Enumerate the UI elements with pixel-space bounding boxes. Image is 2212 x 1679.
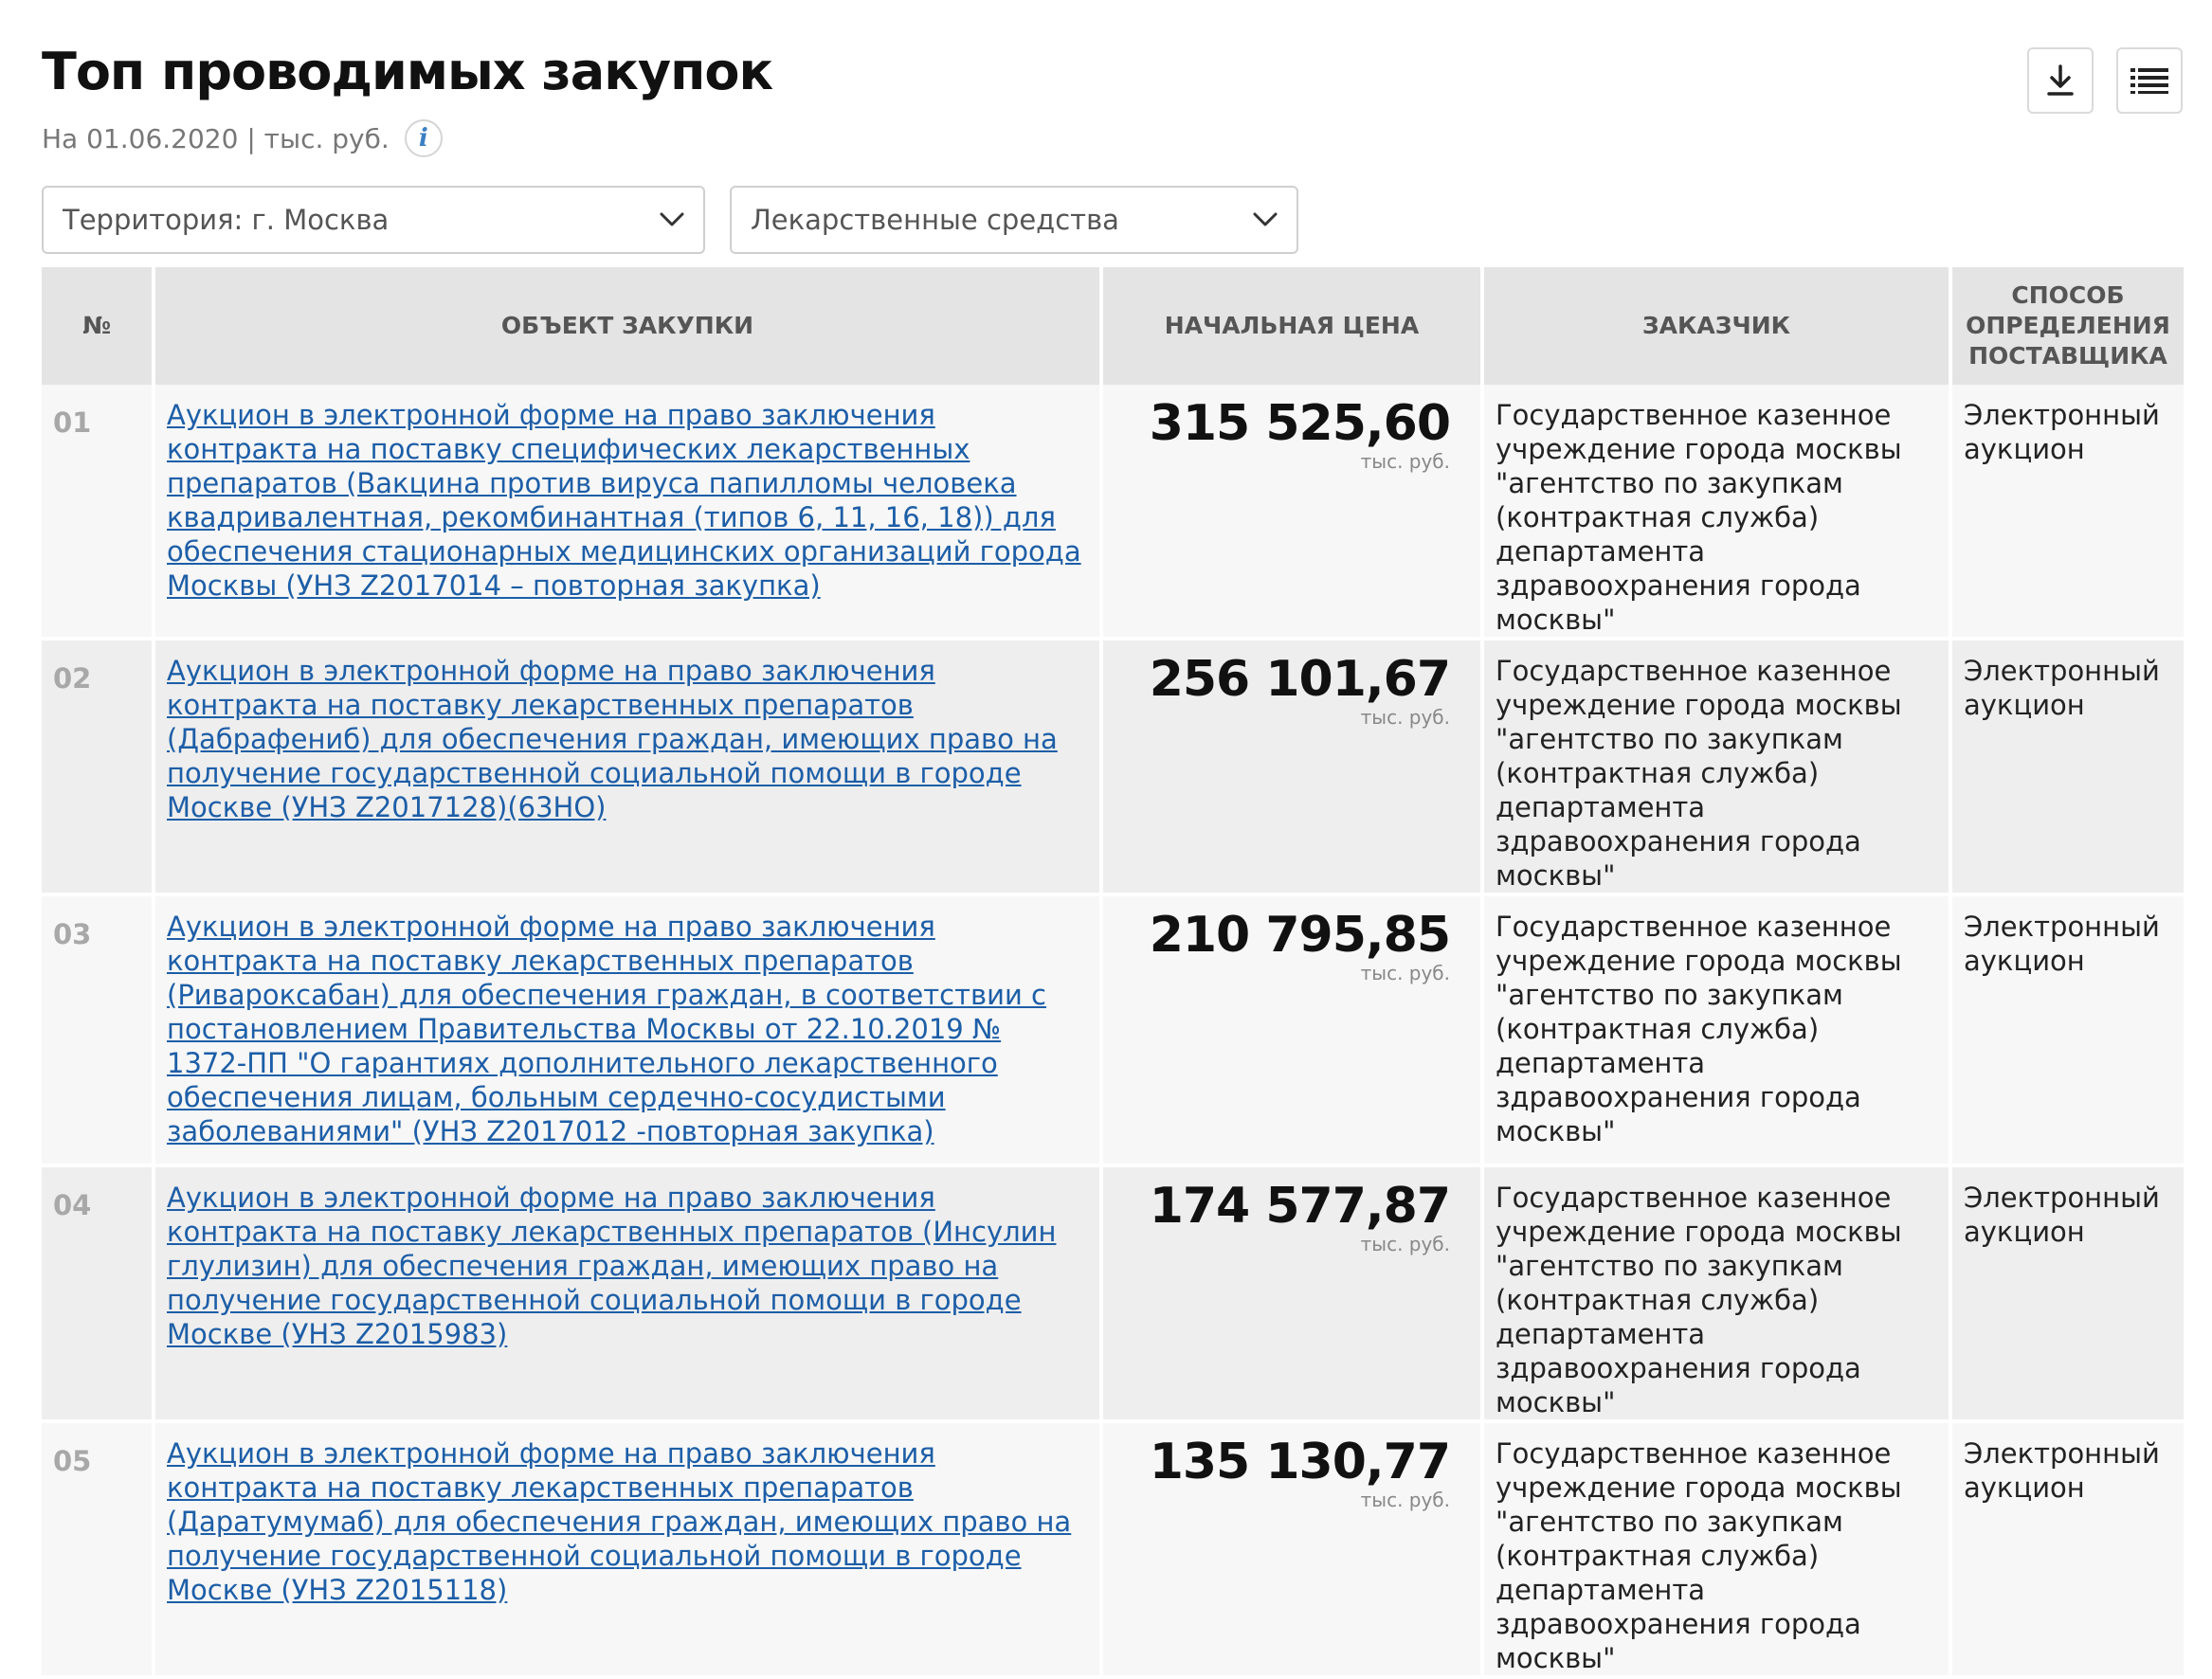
price-value: 210 795,85: [1149, 907, 1450, 964]
category-select-value: Лекарственные средства: [751, 204, 1119, 236]
customer-cell: Государственное казенное учреждение города москвы "агентство по закупкам (контрактная служба) департамента здравоохранения города москвы": [1482, 894, 1950, 1165]
price-unit: тыс. руб.: [1360, 1233, 1450, 1255]
method-cell: Электронный аукцион: [1950, 639, 2184, 894]
table-row: [42, 1421, 2184, 1677]
list-view-button[interactable]: [2116, 47, 2183, 114]
table-header-row: [42, 267, 2184, 385]
method-cell: Электронный аукцион: [1950, 894, 2184, 1165]
column-header-method[interactable]: СПОСОБ ОПРЕДЕЛЕНИЯ ПОСТАВЩИКА: [1950, 267, 2184, 385]
price-value: 174 577,87: [1149, 1178, 1450, 1235]
customer-cell: Государственное казенное учреждение города москвы "агентство по закупкам (контрактная служба) департамента здравоохранения города москвы": [1482, 1165, 1950, 1421]
table-row: [42, 1165, 2184, 1421]
subtitle-text: На 01.06.2020 | тыс. руб.: [42, 122, 390, 154]
price-value: 135 130,77: [1149, 1434, 1450, 1490]
price-value: 315 525,60: [1149, 395, 1450, 452]
row-number: 03: [42, 894, 154, 1165]
price-cell: [1101, 1165, 1482, 1421]
price-cell: [1101, 639, 1482, 894]
download-button[interactable]: [2027, 47, 2094, 114]
download-icon: [2046, 64, 2075, 97]
column-header-object[interactable]: ОБЪЕКТ ЗАКУПКИ: [154, 267, 1101, 385]
purchase-object-link[interactable]: Аукцион в электронной форме на право заключения контракта на поставку лекарственных препаратов (Дабрафениб) для обеспечения граждан, имеющих право на получение государственной социальной помощи в городе Москве (УНЗ Z2017128)(63НО): [167, 655, 1058, 823]
price-cell: [1101, 1421, 1482, 1677]
customer-cell: Государственное казенное учреждение города москвы "агентство по закупкам (контрактная служба) департамента здравоохранения города москвы": [1482, 639, 1950, 894]
purchase-object-link[interactable]: Аукцион в электронной форме на право заключения контракта на поставку лекарственных препаратов (Инсулин глулизин) для обеспечения граждан, имеющих право на получение государственной социальной помощи в городе Москве (УНЗ Z2015983): [167, 1182, 1057, 1350]
table-row: [42, 385, 2184, 639]
row-number: 01: [42, 385, 154, 639]
row-number: 02: [42, 639, 154, 894]
chevron-down-icon: [1253, 212, 1278, 227]
price-value: 256 101,67: [1149, 651, 1450, 708]
method-cell: Электронный аукцион: [1950, 1165, 2184, 1421]
price-cell: [1101, 894, 1482, 1165]
price-unit: тыс. руб.: [1360, 1489, 1450, 1511]
customer-cell: Государственное казенное учреждение города москвы "агентство по закупкам (контрактная служба) департамента здравоохранения города москвы": [1482, 385, 1950, 639]
territory-select-value: Территория: г. Москва: [63, 204, 390, 236]
category-select[interactable]: [730, 186, 1298, 254]
method-cell: Электронный аукцион: [1950, 385, 2184, 639]
chevron-down-icon: [660, 212, 684, 227]
page-title: Топ проводимых закупок: [42, 42, 773, 101]
purchase-object-link[interactable]: Аукцион в электронной форме на право заключения контракта на поставку лекарственных препаратов (Ривароксабан) для обеспечения граждан, в соответствии с постановлением Правительства Москвы от 22.10.2019 № 1372-ПП "О гарантиях дополнительного лекарственного обеспечения лицам, больным сердечно-сосудистыми заболеваниями" (УНЗ Z2017012 -повторная закупка): [167, 911, 1046, 1147]
price-unit: тыс. руб.: [1360, 450, 1450, 473]
column-header-price[interactable]: НАЧАЛЬНАЯ ЦЕНА: [1101, 267, 1482, 385]
method-cell: Электронный аукцион: [1950, 1421, 2184, 1677]
info-icon[interactable]: i: [405, 119, 443, 157]
list-icon: [2130, 67, 2168, 94]
purchase-object-link[interactable]: Аукцион в электронной форме на право заключения контракта на поставку специфических лекарственных препаратов (Вакцина против вируса папилломы человека квадривалентная, рекомбинантная (типов 6, 11, 16, 18)) для обеспечения стационарных медицинских организаций города Москвы (УНЗ Z2017014 – повторная закупка): [167, 399, 1081, 602]
row-number: 05: [42, 1421, 154, 1677]
purchase-object-link[interactable]: Аукцион в электронной форме на право заключения контракта на поставку лекарственных препаратов (Даратумумаб) для обеспечения граждан, имеющих право на получение государственной социальной помощи в городе Москве (УНЗ Z2015118): [167, 1437, 1072, 1606]
price-cell: [1101, 385, 1482, 639]
row-number: 04: [42, 1165, 154, 1421]
price-unit: тыс. руб.: [1360, 706, 1450, 729]
purchases-table: [42, 267, 2184, 1679]
table-row: [42, 894, 2184, 1165]
column-header-customer[interactable]: ЗАКАЗЧИК: [1482, 267, 1950, 385]
table-row: [42, 639, 2184, 894]
date-subtitle: [42, 117, 443, 159]
column-header-num[interactable]: №: [42, 267, 154, 385]
price-unit: тыс. руб.: [1360, 962, 1450, 984]
customer-cell: Государственное казенное учреждение города москвы "агентство по закупкам (контрактная служба) департамента здравоохранения города москвы": [1482, 1421, 1950, 1677]
territory-select[interactable]: [42, 186, 705, 254]
